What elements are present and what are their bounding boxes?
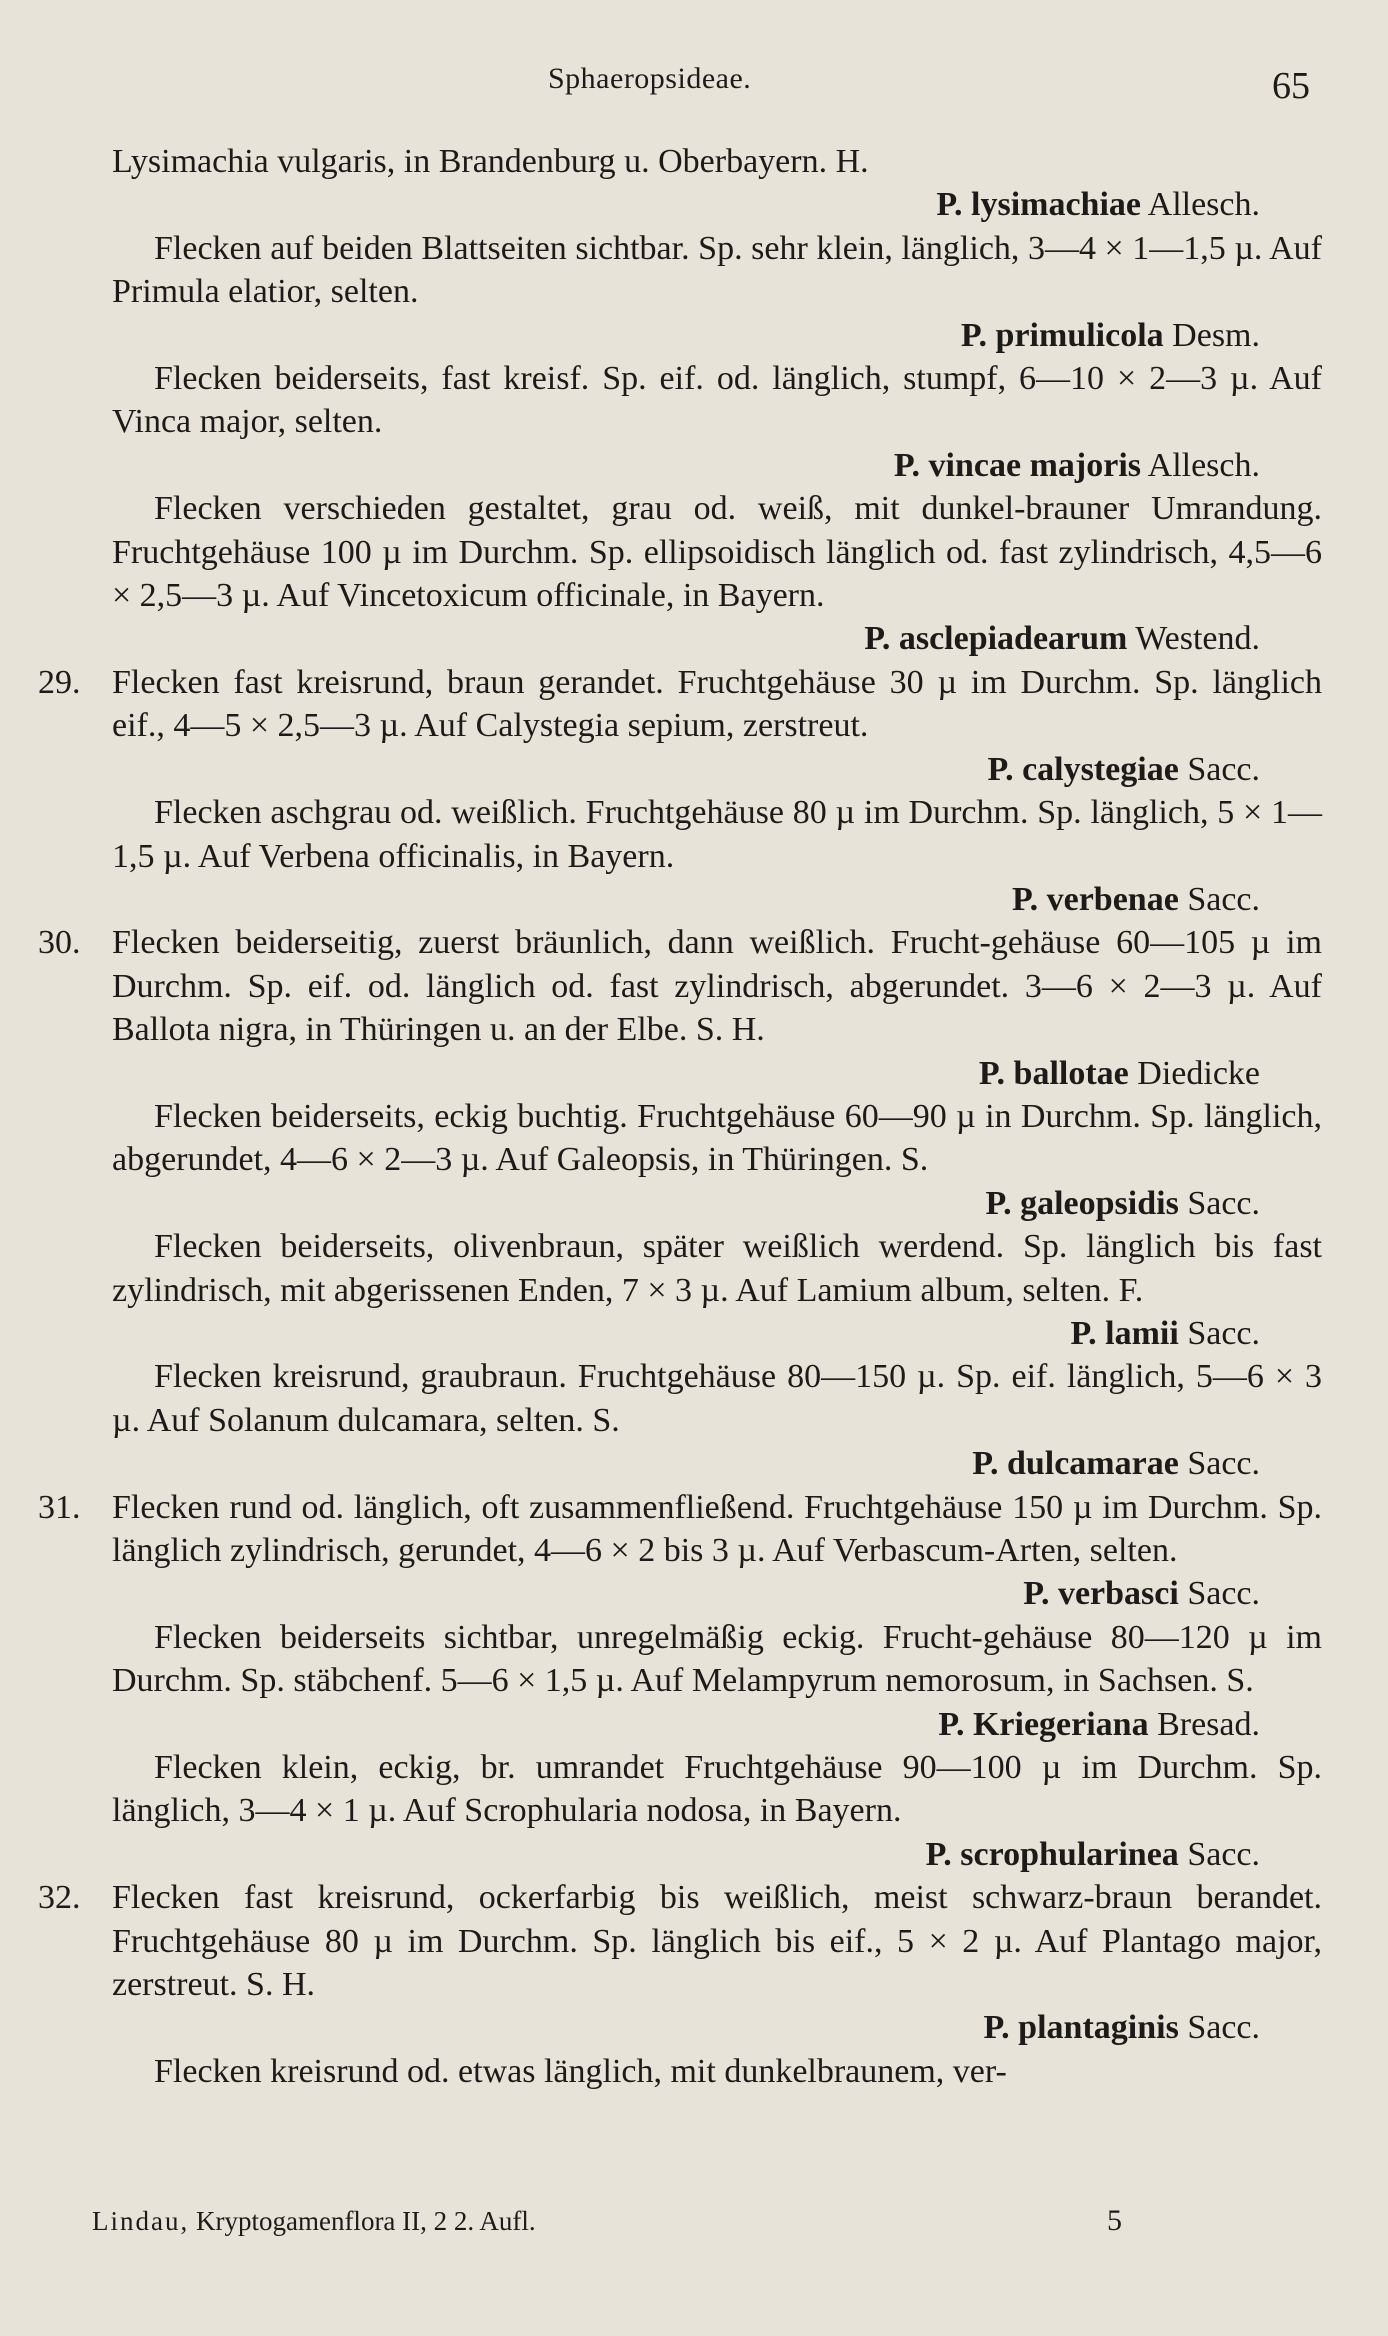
species-author: Sacc. xyxy=(1187,1835,1260,1873)
species-line xyxy=(112,183,1322,226)
species-line xyxy=(112,444,1322,487)
species-name: P. lysimachiae xyxy=(936,186,1142,224)
body-text xyxy=(38,140,1322,2093)
species-line xyxy=(112,1833,1322,1876)
species-name: P. galeopsidis xyxy=(985,1184,1179,1222)
species-author: Sacc. xyxy=(1187,1184,1260,1222)
key-number: 29. xyxy=(38,663,81,701)
species-line xyxy=(112,1182,1322,1225)
species-author: Allesch. xyxy=(1147,446,1260,484)
species-author: Diedicke xyxy=(1137,1054,1260,1092)
page-footer xyxy=(92,2206,1292,2237)
numbered-paragraph xyxy=(38,1486,1322,1573)
paragraph: Flecken kreisrund, graubraun. Fruchtgehäuse 80—150 µ. Sp. eif. länglich, 5—6 × 3 µ. Auf Solanum dulcamara, selten. S. xyxy=(112,1358,1322,1439)
species-name: P. verbasci xyxy=(1023,1575,1179,1613)
species-line xyxy=(112,748,1322,791)
paragraph: Flecken beiderseits sichtbar, unregelmäßig eckig. Frucht-gehäuse 80—120 µ im Durchm. Sp. stäbchenf. 5—6 × 1,5 µ. Auf Melampyrum nemorosum, in Sachsen. S. xyxy=(112,1618,1322,1700)
species-name: P. dulcamarae xyxy=(972,1445,1179,1483)
paragraph: Flecken aschgrau od. weißlich. Fruchtgehäuse 80 µ im Durchm. Sp. länglich, 5 × 1—1,5 µ. Auf Verbena officinalis, in Bayern. xyxy=(112,794,1322,875)
species-author: Allesch. xyxy=(1147,186,1260,224)
paragraph-text: Flecken fast kreisrund, ockerfarbig bis weißlich, meist schwarz-braun berandet. Fruchtgehäuse 80 µ im Durchm. Sp. länglich bis eif., 5 × 2 µ. Auf Plantago major, zerstreut. S. H. xyxy=(112,1879,1322,2004)
species-name: P. verbenae xyxy=(1011,880,1179,918)
species-name: P. lamii xyxy=(1070,1314,1179,1352)
species-author: Sacc. xyxy=(1187,1445,1260,1483)
species-name: P. vincae majoris xyxy=(893,446,1142,484)
key-number: 32. xyxy=(38,1879,81,1917)
species-name: P. calystegiae xyxy=(987,750,1179,788)
species-author: Sacc. xyxy=(1187,1575,1260,1613)
signature-mark: 5 xyxy=(1107,2204,1122,2237)
key-number: 30. xyxy=(38,924,81,962)
paragraph: Flecken beiderseits, olivenbraun, später weißlich werdend. Sp. länglich bis fast zylindrisch, mit abgerissenen Enden, 7 × 3 µ. Auf Lamium album, selten. F. xyxy=(112,1228,1322,1309)
species-line xyxy=(112,617,1322,660)
species-name: P. scrophularinea xyxy=(925,1835,1179,1873)
species-author: Bresad. xyxy=(1157,1705,1260,1743)
species-author: Sacc. xyxy=(1187,1314,1260,1352)
key-number: 31. xyxy=(38,1488,81,1526)
footer-book-title: Kryptogamenflora II, 2 2. Aufl. xyxy=(195,2206,536,2236)
species-name: P. plantaginis xyxy=(983,2009,1179,2047)
species-author: Desm. xyxy=(1172,316,1260,354)
numbered-paragraph xyxy=(38,921,1322,1051)
paragraph: Flecken beiderseits, fast kreisf. Sp. eif. od. länglich, stumpf, 6—10 × 2—3 µ. Auf Vinca major, selten. xyxy=(112,360,1322,441)
paragraph: Flecken beiderseits, eckig buchtig. Fruchtgehäuse 60—90 µ in Durchm. Sp. länglich, abgerundet, 4—6 × 2—3 µ. Auf Galeopsis, in Thüringen. S. xyxy=(112,1097,1322,1179)
species-name: P. primulicola xyxy=(960,316,1164,354)
species-author: Westend. xyxy=(1135,620,1260,658)
numbered-paragraph xyxy=(38,1876,1322,2006)
paragraph: Flecken klein, eckig, br. umrandet Fruchtgehäuse 90—100 µ im Durchm. Sp. länglich, 3—4 × 1 µ. Auf Scrophularia nodosa, in Bayern. xyxy=(112,1749,1322,1830)
footer-author: Lindau, xyxy=(92,2206,190,2236)
paragraph-text: Flecken beiderseitig, zuerst bräunlich, dann weißlich. Frucht-gehäuse 60—105 µ im Durchm. Sp. eif. od. länglich od. fast zylindrisch, abgerundet. 3—6 × 2—3 µ. Auf Ballota nigra, in Thüringen u. an der Elbe. S. H. xyxy=(112,924,1322,1049)
species-line xyxy=(112,1703,1322,1746)
species-line xyxy=(112,314,1322,357)
species-author: Sacc. xyxy=(1187,2009,1260,2047)
paragraph-text: Flecken fast kreisrund, braun gerandet. Fruchtgehäuse 30 µ im Durchm. Sp. länglich eif., 4—5 × 2,5—3 µ. Auf Calystegia sepium, zerstreut. xyxy=(112,663,1322,745)
paragraph: Flecken verschieden gestaltet, grau od. weiß, mit dunkel-brauner Umrandung. Fruchtgehäuse 100 µ im Durchm. Sp. ellipsoidisch länglich od. fast zylindrisch, 4,5—6 × 2,5—3 µ. Auf Vincetoxicum officinale, in Bayern. xyxy=(112,490,1322,615)
species-name: P. asclepiadearum xyxy=(864,620,1128,658)
species-name: P. Kriegeriana xyxy=(938,1705,1149,1743)
species-line xyxy=(112,1052,1322,1095)
numbered-paragraph xyxy=(38,661,1322,748)
running-head xyxy=(0,62,1388,112)
species-author: Sacc. xyxy=(1187,880,1260,918)
species-name: P. ballotae xyxy=(978,1054,1129,1092)
paragraph-text: Flecken rund od. länglich, oft zusammenfließend. Fruchtgehäuse 150 µ im Durchm. Sp. länglich zylindrisch, gerundet, 4—6 × 2 bis 3 µ. Auf Verbascum-Arten, selten. xyxy=(112,1488,1322,1569)
paragraph: Flecken kreisrund od. etwas länglich, mit dunkelbraunem, ver- xyxy=(154,2052,1007,2090)
species-line xyxy=(112,1442,1322,1485)
species-author: Sacc. xyxy=(1187,750,1260,788)
species-line xyxy=(112,1572,1322,1615)
species-line xyxy=(112,2006,1322,2049)
running-head-title: Sphaeropsideae. xyxy=(548,62,752,95)
species-line xyxy=(112,878,1322,921)
page-number: 65 xyxy=(1272,65,1310,107)
species-line xyxy=(112,1312,1322,1355)
paragraph: Flecken auf beiden Blattseiten sichtbar. Sp. sehr klein, länglich, 3—4 × 1—1,5 µ. Auf Primula elatior, selten. xyxy=(112,229,1322,311)
paragraph: Lysimachia vulgaris, in Brandenburg u. Oberbayern. H. xyxy=(112,143,869,180)
